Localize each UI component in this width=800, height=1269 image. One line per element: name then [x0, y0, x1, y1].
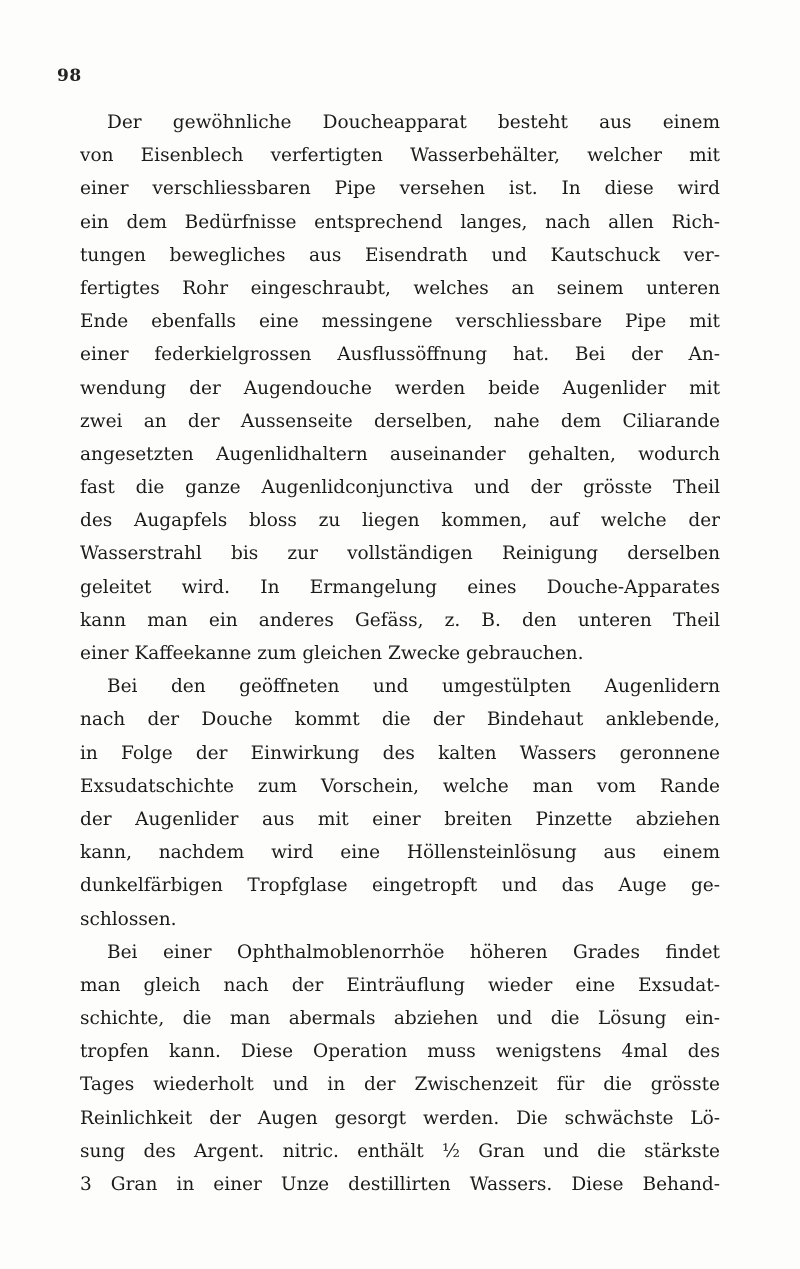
text-line: von Eisenblech verfertigten Wasserbehälter, welcher mit	[80, 145, 720, 167]
text-line: wendung der Augendouche werden beide Augenlider mit	[80, 377, 720, 399]
text-line: kann, nachdem wird eine Höllensteinlösung aus einem	[80, 842, 720, 864]
text-line: Bei den geöffneten und umgestülpten Augenlidern	[107, 676, 720, 698]
text-line: einer Kaffeekanne zum gleichen Zwecke gebrauchen.	[80, 643, 584, 664]
text-line: fertigtes Rohr eingeschraubt, welches an seinem unteren	[80, 277, 720, 299]
text-line: geleitet wird. In Ermangelung eines Douche-Apparates	[80, 576, 720, 598]
text-line: man gleich nach der Einträuflung wieder eine Exsudat-	[80, 974, 720, 996]
text-line: dunkelfärbigen Tropfglase eingetropft und das Auge ge-	[80, 875, 720, 897]
text-line: einer federkielgrossen Ausflussöffnung hat. Bei der An-	[80, 344, 720, 366]
text-line: ein dem Bedürfnisse entsprechend langes, nach allen Rich-	[80, 211, 720, 233]
text-line: des Augapfels bloss zu liegen kommen, auf welche der	[80, 510, 720, 532]
text-line: Reinlichkeit der Augen gesorgt werden. Die schwächste Lö-	[80, 1107, 720, 1129]
text-line: Ende ebenfalls eine messingene verschliessbare Pipe mit	[80, 311, 720, 333]
text-line: Der gewöhnliche Doucheapparat besteht aus einem	[107, 112, 720, 133]
text-line: tungen bewegliches aus Eisendrath und Kautschuck ver-	[80, 244, 720, 266]
text-line: zwei an der Aussenseite derselben, nahe dem Ciliarande	[80, 410, 720, 432]
text-line: der Augenlider aus mit einer breiten Pinzette abziehen	[80, 808, 720, 830]
text-line: Wasserstrahl bis zur vollständigen Reinigung derselben	[80, 543, 720, 565]
text-line: fast die ganze Augenlidconjunctiva und der grösste Theil	[80, 477, 720, 499]
text-line: Bei einer Ophthalmoblenorrhöe höheren Grades findet	[107, 941, 720, 963]
text-line: angesetzten Augenlidhaltern auseinander gehalten, wodurch	[80, 443, 720, 465]
text-line: tropfen kann. Diese Operation muss wenigstens 4mal des	[80, 1041, 720, 1063]
text-line: schlossen.	[80, 908, 177, 930]
text-line: sung des Argent. nitric. enthält ½ Gran und die stärkste	[80, 1140, 720, 1162]
text-line: nach der Douche kommt die der Bindehaut anklebende,	[80, 709, 720, 731]
text-line: schichte, die man abermals abziehen und die Lösung ein-	[80, 1008, 720, 1030]
text-line: Tages wiederholt und in der Zwischenzeit für die grösste	[80, 1074, 720, 1096]
text-line: einer verschliessbaren Pipe versehen ist. In diese wird	[80, 178, 720, 200]
text-line: in Folge der Einwirkung des kalten Wassers geronnene	[80, 742, 720, 764]
text-line: kann man ein anderes Gefäss, z. B. den unteren Theil	[80, 609, 720, 631]
text-line: 3 Gran in einer Unze destillirten Wassers. Diese Behand-	[80, 1174, 720, 1195]
text-line: Exsudatschichte zum Vorschein, welche man vom Rande	[80, 775, 720, 797]
page-number: 98	[57, 66, 82, 86]
body-text	[80, 106, 720, 1201]
